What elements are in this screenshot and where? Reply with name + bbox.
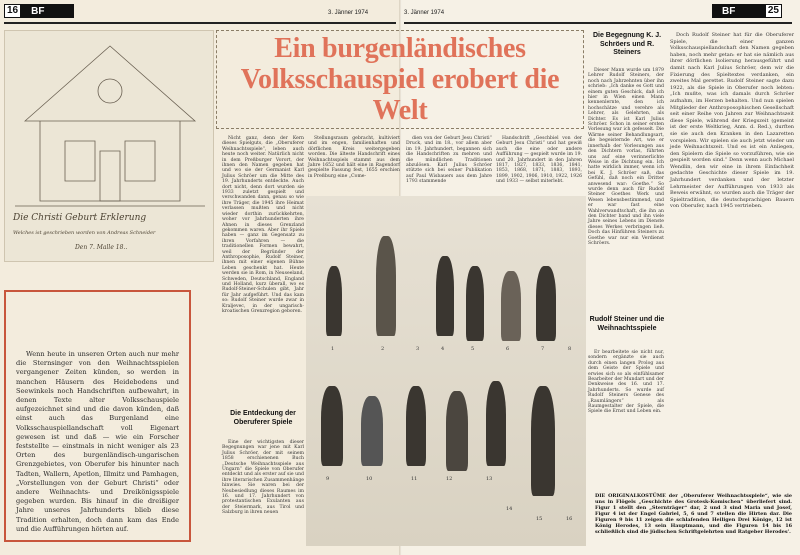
article-column-2: Stellungsraum gebracht, kultiviert und im engen, familienhaften und dörflichen Kreis weitergegeben worden. Die älteste Handschrift eines Weihnachtsspiels stammt aus dem Jahre 1652 und hält eine in Ragendorf gespielte Fassung fest, 1655 erschien in Preßburg eine „Come- [308, 136, 400, 179]
article-column-1: Nicht ganz, denn der Kern dieses Spielguts, die „Oberuferer Weihnachtsspiele“, leben auch heute noch weiter. Natürlich nicht in dem Preßburger Vorort, der ihnen den Namen gegeben hat und wo sie der Germanist Karl Julius Schröer um die Mitte des 19. Jahrhunderts entdeckte. Auch dort nicht, denn dort wurden sie 1933 zuletzt gespielt und verschwanden dann, genau so wie ihre Träger, die 1945 ihre Heimat verlassen mußten und nicht wieder dorthin zurückkehrten, woher vor Jahrhunderten ihre Ahnen in dieses Grenzland gekommen waren. Aber ihr Spiele haben — ganz im Gegensatz zu ihren Vorfahren — die traditionellen Formen bewahrt, weil der Begründer der Anthroposophie, Rudolf Steiner, ihnen mit einer eigenen Bühne Leben geschenkt hat. Heute werden sie in Rom, in Neuseeland, Schweden, Deutschland, England und Holland, kurz überall, wo es Rudolf-Steiner-Schulen gibt, Jahr für Jahr aufgeführt. Und das kam so: Rudolf Steiner wurde zwar in Kraljevec, in der ungarisch-kroatischen Grenzregion geboren. [222, 136, 304, 314]
right-page-number: 25 [765, 4, 782, 18]
headline: Ein burgenländisches Volksschauspiel erobert die Welt [216, 30, 584, 129]
figure-number: 6 [506, 346, 510, 352]
left-date: 3. Jänner 1974 [328, 10, 369, 16]
heading-begegnung: Die Begegnung K. J. Schröers und R. Steiners [592, 32, 662, 56]
figure-number: 2 [381, 346, 385, 352]
figure-number: 3 [416, 346, 420, 352]
figure-number: 5 [471, 346, 475, 352]
right-date: 3. Jänner 1974 [404, 10, 445, 16]
figure-number: 13 [486, 476, 493, 482]
figure-number: 7 [541, 346, 545, 352]
article-column-4: Handschrift „Geschbiel von der Geburt Jesu Christi“ und hat gewiß auch die eine oder andere Aufführung — gespielt wurde im 19. und 20. Jahrhundert in den Jahren 1817, 1827, 1833, 1836, 1841, 1853, 1868, 1871, 1883, 1893, 1899, 1902, 1906, 1910, 1922, 1926 und 1933 — selbst miterlebt. [496, 136, 582, 185]
left-section-label: BF [31, 5, 45, 17]
entdeckung-text: Eine der wichtigsten dieser Begegnungen war jene mit Karl Julius Schröer, der mit seinem 1858 erschienenen Buch „Deutsche Weihnachtsspiele aus Ungarn“ die Spiele von Oberufer entdeckt und als erster auf sie und ihre literarischen Zusammenhänge hinwies. Sie waren bei der Neubesiedlung dieses Raumes im 16. und 17. Jahrhundert von protestantischen Exulanten aus der Steiermark, aus Tirol und Salzburg in ihren neuen [222, 440, 304, 516]
sketch-subtitle: Welches ist geschrieben worden von Andreas Schneider [13, 230, 156, 236]
figure-number: 16 [566, 516, 573, 522]
article-column-6: Er bearbeitete sie nicht nur, sondern ergänzte sie auch durch einen langen Prolog aus dem Geiste der Spiele und erwies sich so als einfühlsamer Bearbeiter der Mundart und der Denkweise des 16. und 17. Jahrhunderts. So wurde auf Rudolf Steiners Genese des „Raumlängers“ als Raumgestalter der Spiele, die Spiele die Ernst und Leben ein. [588, 350, 664, 415]
costume-figures-photo [306, 196, 586, 546]
heading-steiner: Rudolf Steiner und die Weihnachtsspiele [589, 316, 665, 332]
article-column-5: Dieser Mann wurde um 1879 Lehrer Rudolf Steiners, der noch nach Jahrzehnten über ihn schrieb: „Ich danke es Gott und einem guten Geschick, daß ich hier in Wien einen Mann kennenlernte, den ich hochschätze und verehre als Lehrer, als Gelehrten, als Dichter. Es ist Karl Julius Schröer. Schon in seiner ersten Vorlesung war ich gefesselt. Die Wärme seiner Behandlungsart, die begeisternde Art, wie er innerhalb der Vorlesungen aus den Dichtern vorlas, führten uns auf eine verinnerlichte Weise in die Dichtung ein. Ich hatte wirklich immer, wenn ich bei K. J. Schröer saß, das Gefühl, daß noch ein Dritter anwesend war: Goethe.“ So wurde denn auch für Rudolf Steiner Goethes Werk und Wesen lebensbestimmend, und er war fast eine Wahlverwandtschaft, die ihn an den Dichter band und ihn viele Jahre seines Lebens im Dienste dieses Werkes verbringen ließ. Doch das Hinführen Steiners zu Goethe war nur ein Verdienst Schröers. [588, 68, 664, 246]
photo-caption: DIE ORIGINALKOSTÜME der „Oberuferer Weihnachtsspiele“, wie sie uns in Flögels „Geschichte des Grotesk-Komischen“ überliefert sind. Figur 1 stellt den „Sternträger“ dar, 2 und 3 sind Maria und Josef, Figur 4 ist der Engel Gabriel, 5, 6 und 7 stellen die Hirten dar. Die Figuren 9 bis 11 zeigen die schlafenden Heiligen Drei Könige, 12 ist König Herodes, 13 sein Hauptmann, und die Figuren 14 bis 16 schließlich sind die jüdischen Schriftgelehrten und Ratgeber Herodes'. [595, 493, 792, 535]
figure-number: 14 [506, 506, 513, 512]
manuscript-sketch-illustration [4, 30, 214, 262]
figure-number: 11 [411, 476, 418, 482]
article-column-3: dien von der Geburt Jesu Christi“ Druck, und im 18., vor allem aber im 19. Jahrhundert, begannen sich die Handschriften zu mehren und die mündlichen Traditionen abzulösen. Karl Julius Schröer stützte sich bei seiner Publikation auf Paul Wisbauers aus dem Jahre 1793 stammende [406, 136, 492, 185]
sketch-date: Den 7. Malle 18.. [75, 244, 128, 251]
figure-number: 9 [326, 476, 330, 482]
figure-number: 8 [568, 346, 572, 352]
figure-number: 4 [441, 346, 445, 352]
right-header-rule [404, 22, 792, 24]
figure-number: 15 [536, 516, 543, 522]
left-page-number: 16 [4, 4, 21, 18]
left-page-header-badge [4, 4, 74, 18]
house-sketch-icon [5, 31, 215, 211]
article-column-7: Doch Rudolf Steiner hat für die Oberuferer Spiele, die einer ganzen Volksschauspiellandschaft den Namen gegeben haben, noch mehr getan: er hat sie nämlich aus ihrer dörflichen Isolierung herausgeführt und damit nach Karl Julius Schröer, dem wir die Fixierung des Spieltextes verdanken, ein zweites Mal gerettet. Rudolf Steiner sagte dazu 1922, als die Spiele in Oberufer noch lebten: „Ich mußte, was ich damals durch Schröer aufnahm, im Herzen behalten. Und nun spielen Mitglieder der Anthroposophischen Gesellschaft seit einer Reihe von Jahren zur Weihnachtszeit diese Spiele, während der Kriegszeit (gemeint ist der erste Weltkrieg, Anm. d. Red.), durften sie sie auch den Kranken in den Lazaretten vorspielen. Wir spielen sie auch jetzt wieder um jede Weihnachtszeit. Und es ist ein Anliegen, den Spielern die Spiele so vorzuführen, wie sie gespielt worden sind.“ Denn wenn auch Michael Wendlin, den wir eine in ihrem Einfachheit gedachte Geschichte dieser Spiele im 19. Jahrhundert verdanken und der letzter Lehrmeister der Aufführungen von 1933 als Beweis erwähnt, so wurden auch die Träger der Spieltradition, die deutschsprachigen Bauern von Oberufer, nach 1945 vertrieben. [670, 32, 794, 210]
right-page-header-badge [712, 4, 782, 18]
right-section-label: BF [722, 5, 736, 17]
figure-number: 12 [446, 476, 453, 482]
figure-number: 10 [366, 476, 373, 482]
left-header-rule [4, 22, 396, 24]
heading-entdeckung: Die Entdeckung der Oberuferer Spiele [230, 410, 296, 426]
sketch-title: Die Christi Geburt Erklerung [13, 213, 147, 223]
figure-number: 1 [331, 346, 335, 352]
intro-box: Wenn heute in unseren Orten auch nur mehr die Sternsinger von den Weihnachtsspielen vergangener Zeiten künden, so werden in manchen Häusern des Heidebodens und Seewinkels noch Handschriften aufbewahrt, in denen Texte alter Volksschauspiele aufgezeichnet sind und die davon künden, daß einst auch das Burgenland eine Volksschauspiellandschaft voll Eigenart gewesen ist und daß — wie ein Forscher feststellte — einstmals in nicht weniger als 23 Orten des burgenländisch-ungarischen Grenzgebietes, von Oberufer bis hinunter nach Tadten, Wallern, Apetlon, Illmitz und Pamhagen, „Vorstellungen von der Geburt Christi“ oder andere Weihnachts- und Dreikönigsspiele gegeben wurden. Bis hinauf in die dreißiger Jahre unseres Jahrhunderts blieb diese Tradition erhalten, doch dann kam das Ende und die Aufführungen hörten auf. [4, 290, 191, 542]
